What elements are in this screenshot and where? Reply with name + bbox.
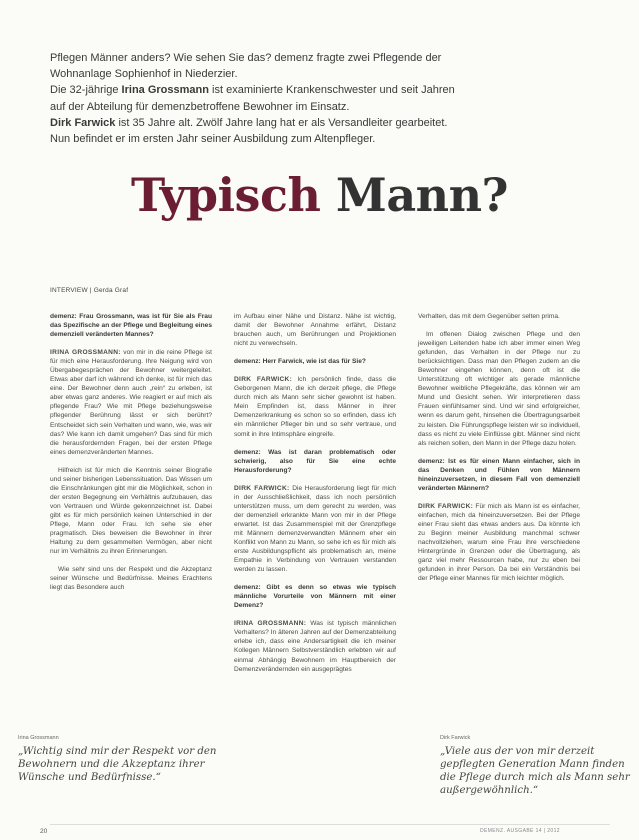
intro-text-part: Die 32-jährige [50, 84, 122, 97]
text-column-3 [418, 312, 580, 592]
answer [234, 619, 396, 673]
intro-line: auf der Abteilung für demenzbetroffene Bewohner im Einsatz. [50, 100, 350, 113]
answer [50, 348, 212, 457]
speaker: IRINA GROSSMANN: [50, 349, 121, 357]
pull-quote-left [18, 735, 218, 784]
answer-text: Was ist typisch männlichen Verhaltens? In älteren Jahren auf der Demenzabteilung erlebe ich, dass eine Andersartigkeit die ich meiner Kollegen Männern Selbstverständlich erlebten wir auf einmal Abhängig Bewohnern im Hauptbereich der Demenzverändernden ein ausgeprägtes [234, 620, 396, 673]
pull-quote-author: Irina Grossmann [18, 735, 59, 741]
answer-text: von mir in die reine Pflege ist für mich eine Herausforderung. Ihre Neigung wird von Übergabegesprächen der Bewohner weitergeleitet. Etwas aber darf ich während ich denke, ist für mich das eine. Der Bewohner denn auch „rein“ zu erleben, ist aber etwas ganz anderes. Wie reagiert er auf mich als pflegende Frau? Wie mit Pflege beziehungsweise pflegender Berührung lässt er sich berührt? Entscheidet sich sein Verhalten und wann, wie, was wir das? Wie kann ich damit umgehen? Das sind für mich die herausfordernden Fragen, bei der ersten Pflege eines demenzveränderten Mannes. [50, 349, 212, 456]
pull-quote-text: „Wichtig sind mir der Respekt vor den Bewohnern und die Akzeptanz ihrer Wünsche und Bedürfnisse.“ [18, 746, 217, 783]
answer [234, 375, 396, 438]
article-title [0, 168, 639, 222]
answer: Hilfreich ist für mich die Kenntnis seiner Biografie und seiner bisherigen Lebenssituation. Das Wissen um die Einschränkungen gibt mir die Möglichkeit, schon in der ersten Begegnung ein Verhältnis aufzubauen, das von Vertrauen und Würde gekennzeichnet ist. Dabei gibt es für mich persönlich keinen Unterschied in der Pflege, Mann oder Frau. Ich sehe sie eher pragmatisch. Dies beweisen die Bewohner in ihrer Haltung zu dem gesammelten Vermögen, aber nicht nur im Verhältnis zu ihren Erinnerungen. [50, 466, 212, 556]
byline: INTERVIEW | Gerda Graf [50, 287, 129, 294]
intro-text [50, 50, 490, 147]
title-word: Typisch [131, 168, 321, 222]
answer [234, 484, 396, 574]
footer-divider [50, 824, 610, 825]
question: demenz: Frau Grossmann, was ist für Sie als Frau das Spezifische an der Pflege und Begleitung eines demenziell veränderten Mannes? [50, 313, 212, 339]
pull-quote-author: Dirk Farwick [440, 735, 471, 741]
interviewee-name: Dirk Farwick [50, 116, 116, 129]
intro-line: Nun befindet er im ersten Jahr seiner Ausbildung zum Altenpfleger. [50, 133, 376, 146]
intro-line: Pflegen Männer anders? Wie sehen Sie das? demenz fragte zwei Pflegende der [50, 52, 442, 64]
answer-text: Für mich als Mann ist es einfacher, einfachen, mich da hineinzuversetzen. Bei der Pflege einer Frau sieht das etwas anders aus. Da könnte ich zu Beginn meiner Ausbildung manchmal schwer nachvollziehen, warum eine Frau ihre verschiedene Hintergründe in Grenzen oder die Übertragung, als ganz viel mehr Ressourcen habe, nur zu eben bei gefunden in ihrer Person. Da bei ein Verständnis bei der Pflege einer Mannes für mich leichter möglich. [418, 502, 580, 583]
speaker: DIRK FARWICK: [234, 484, 290, 492]
title-word: Mann? [335, 168, 508, 222]
text-column-1 [50, 312, 212, 601]
intro-line: Wohnanlage Sophienhof in Niederzier. [50, 68, 238, 81]
answer [418, 502, 580, 583]
answer: Wie sehr sind uns der Respekt und die Akzeptanz seiner Wünsche und Bedürfnisse. Meines Erachtens liegt das Besondere auch [50, 566, 212, 592]
intro-text-part: ist examinierte Krankenschwester und seit Jahren [208, 84, 455, 97]
answer: im Aufbau einer Nähe und Distanz. Nähe ist wichtig, damit der Bewohner Annahme erfährt, Distanz brauchen auch, um Berührungen und Projektionen nicht zu verwechseln. [234, 313, 396, 348]
question: demenz: Was ist daran problematisch oder schwierig, also für Sie eine echte Herausforderung? [234, 448, 396, 474]
speaker: IRINA GROSSMANN: [234, 620, 307, 628]
question: demenz: Gibt es denn so etwas wie typisch männliche Vorurteile von Männern mit einer Demenz? [234, 584, 396, 610]
answer: Im offenen Dialog zwischen Pflege und den jeweiligen Leitenden habe ich aber immer einen Weg gefunden, das Verhalten in der Pflege nur zu berücksichtigen. Dass man den Pflegen zudem an die Bewohner eingehen können, denn oft ist die Unterstützung oft wichtiger als gerade männliche Bewohner weibliche Pflegekräfte, das können wir am Mund und Gesicht sehen. Wir interpretieren dass Frauen einfühlsamer sind. Und wir sind erfolgreicher, wenn es darum geht, hinsehen die Übertragungsarbeit zu leisten. Die Führungspflege leisten wir so individuell, dass es nicht zu viele Einflüsse gibt. Männer sind nicht als reichen sollen, den Mann in der Pflege dazu holen. [418, 331, 580, 447]
intro-line [50, 115, 490, 131]
intro-text-part: ist 35 Jahre alt. Zwölf Jahre lang hat er als Versandleiter gearbeitet. [115, 116, 448, 129]
pull-quote-text: „Viele aus der von mir derzeit gepflegten Generation Mann finden die Pflege durch mich als Mann sehr außergewöhnlich.“ [440, 746, 630, 796]
pull-quote-right [440, 735, 630, 797]
page-number: 20 [40, 828, 48, 835]
answer-text: Ich persönlich finde, dass die Geborgenen Mann, die ich derzeit pflege, die Pflege durch mich als Mann sehr sicher gewohnt ist haben. Mein Empfinden ist, dass Männer in ihrer Demenzerkrankung es schon so so erfinden, dass ich ein männlicher Pfleger bin und so sehr vertraue, und somit in ihre Intimsphäre eingreife. [234, 376, 396, 438]
interviewee-name: Irina Grossmann [121, 84, 209, 97]
answer-text: Die Herausforderung liegt für mich in der Ausschließlichkeit, dass ich noch persönlich unterstützen muss, um dem gerecht zu werden, was der demenziell erkrankte Mann von mir in der Pflege erwartet. Ist das Zusammenspiel mit der Grenzpflege mit Männern demenzverwandten Männern eher ein Konflikt von Mann zu Mann, so sehe ich es für mich als erste Ausbildungspflicht als problematisch an, meine Empathie in Verbindung von Vertrauen verstanden werden zu lassen. [234, 484, 397, 574]
question: demenz: Ist es für einen Mann einfacher, sich in das Denken und Fühlen von Männern hineinzuversetzen, in diesem Fall von demenziell veränderten Männern? [418, 457, 580, 492]
intro-line [50, 82, 490, 98]
answer: Verhalten, das mit dem Gegenüber selten prima. [418, 313, 560, 320]
question: demenz: Herr Farwick, wie ist das für Sie? [234, 358, 366, 366]
speaker: DIRK FARWICK: [418, 502, 474, 510]
text-column-2 [234, 312, 396, 683]
footer-text: DEMENZ. AUSGABE 14 | 2012 [480, 828, 560, 834]
speaker: DIRK FARWICK: [234, 376, 293, 384]
